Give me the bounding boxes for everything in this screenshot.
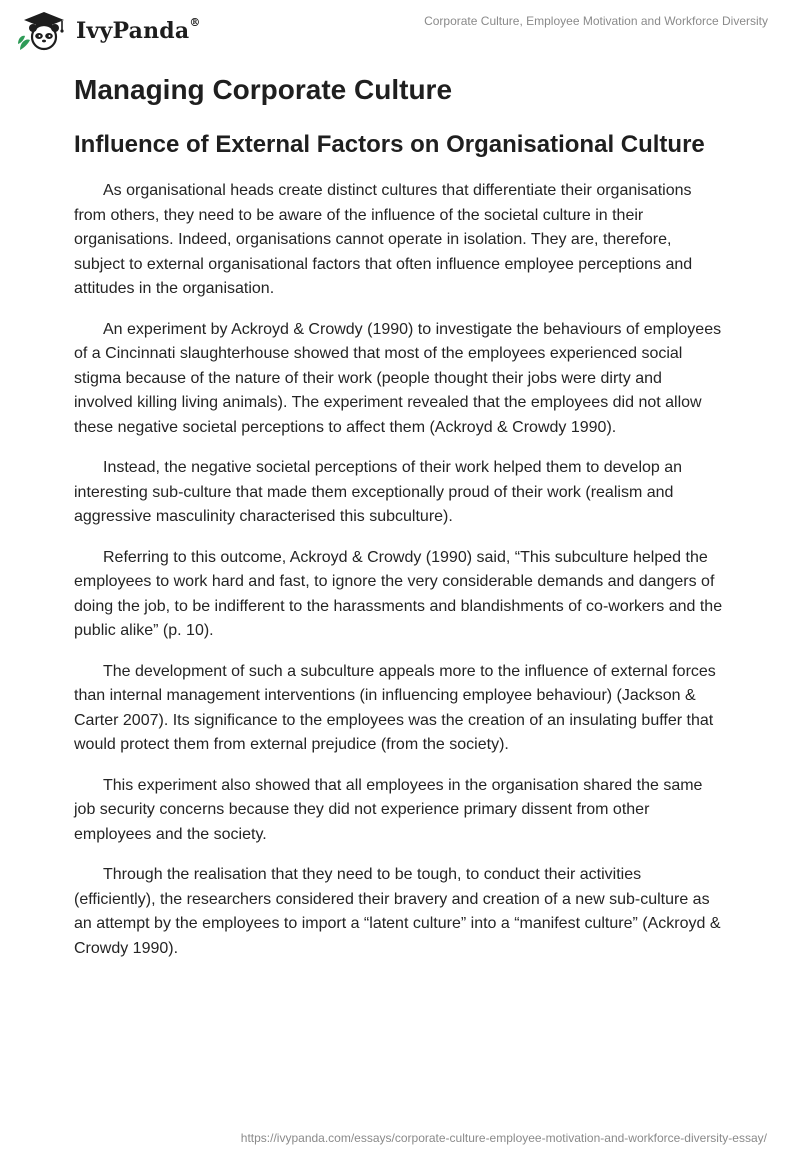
paragraph: This experiment also showed that all employees in the organisation shared the same job security concerns because they did not experience primary dissent from other employees and the society. — [74, 776, 703, 843]
page-title: Managing Corporate Culture — [74, 74, 453, 105]
panda-graduate-icon — [14, 10, 70, 52]
document-title: Corporate Culture, Employee Motivation and Workforce Diversity — [424, 14, 768, 28]
paragraph: Through the realisation that they need to be tough, to conduct their activities (efficiently), the researchers considered their bravery and creation of a new sub-culture as an attempt by the employees to import a “latent culture” into a “manifest culture” (Ackroyd & Crowdy 1990). — [74, 866, 721, 957]
section-heading: Influence of External Factors on Organisational Culture — [74, 131, 705, 158]
paragraph: The development of such a subculture appeals more to the influence of external forces than internal management interventions (in influencing employee behaviour) (Jackson & Carter 2007). Its significance to the employees was the creation of an insulating buffer that would protect them from external prejudice (from the society). — [74, 662, 716, 753]
article-content — [74, 70, 724, 961]
paragraph: As organisational heads create distinct cultures that differentiate their organisations from others, they need to be aware of the influence of the societal culture in their organisations. Indeed, organisations cannot operate in isolation. They are, therefore, subject to external organisational factors that often influence employee perceptions and attitudes in the organisation. — [74, 182, 693, 297]
source-url[interactable]: https://ivypanda.com/essays/corporate-culture-employee-motivation-and-workforce-diversity-essay/ — [240, 1131, 767, 1145]
registered-mark: ® — [189, 16, 201, 29]
ivypanda-logo[interactable] — [14, 10, 201, 52]
paragraph: An experiment by Ackroyd & Crowdy (1990) to investigate the behaviours of employees of a Cincinnati slaughterhouse showed that most of the employees experienced social stigma because of the nature of their work (people thought their jobs were dirty and involved killing living animals). The experiment revealed that the employees did not allow these negative societal perceptions to affect them (Ackroyd & Crowdy 1990). — [74, 320, 722, 436]
brand-name: IvyPanda® — [76, 16, 201, 44]
paragraph: Referring to this outcome, Ackroyd & Crowdy (1990) said, “This subculture helped the employees to work hard and fast, to ignore the very considerable demands and dangers of doing the job, to be indifferent to the harassments and blandishments of co-workers and the public alike” (p. 10). — [74, 548, 723, 639]
page-header — [0, 0, 800, 64]
paragraph: Instead, the negative societal perceptions of their work helped them to develop an interesting sub-culture that made them exceptionally proud of their work (realism and aggressive masculinity characterised this subculture). — [74, 459, 683, 525]
